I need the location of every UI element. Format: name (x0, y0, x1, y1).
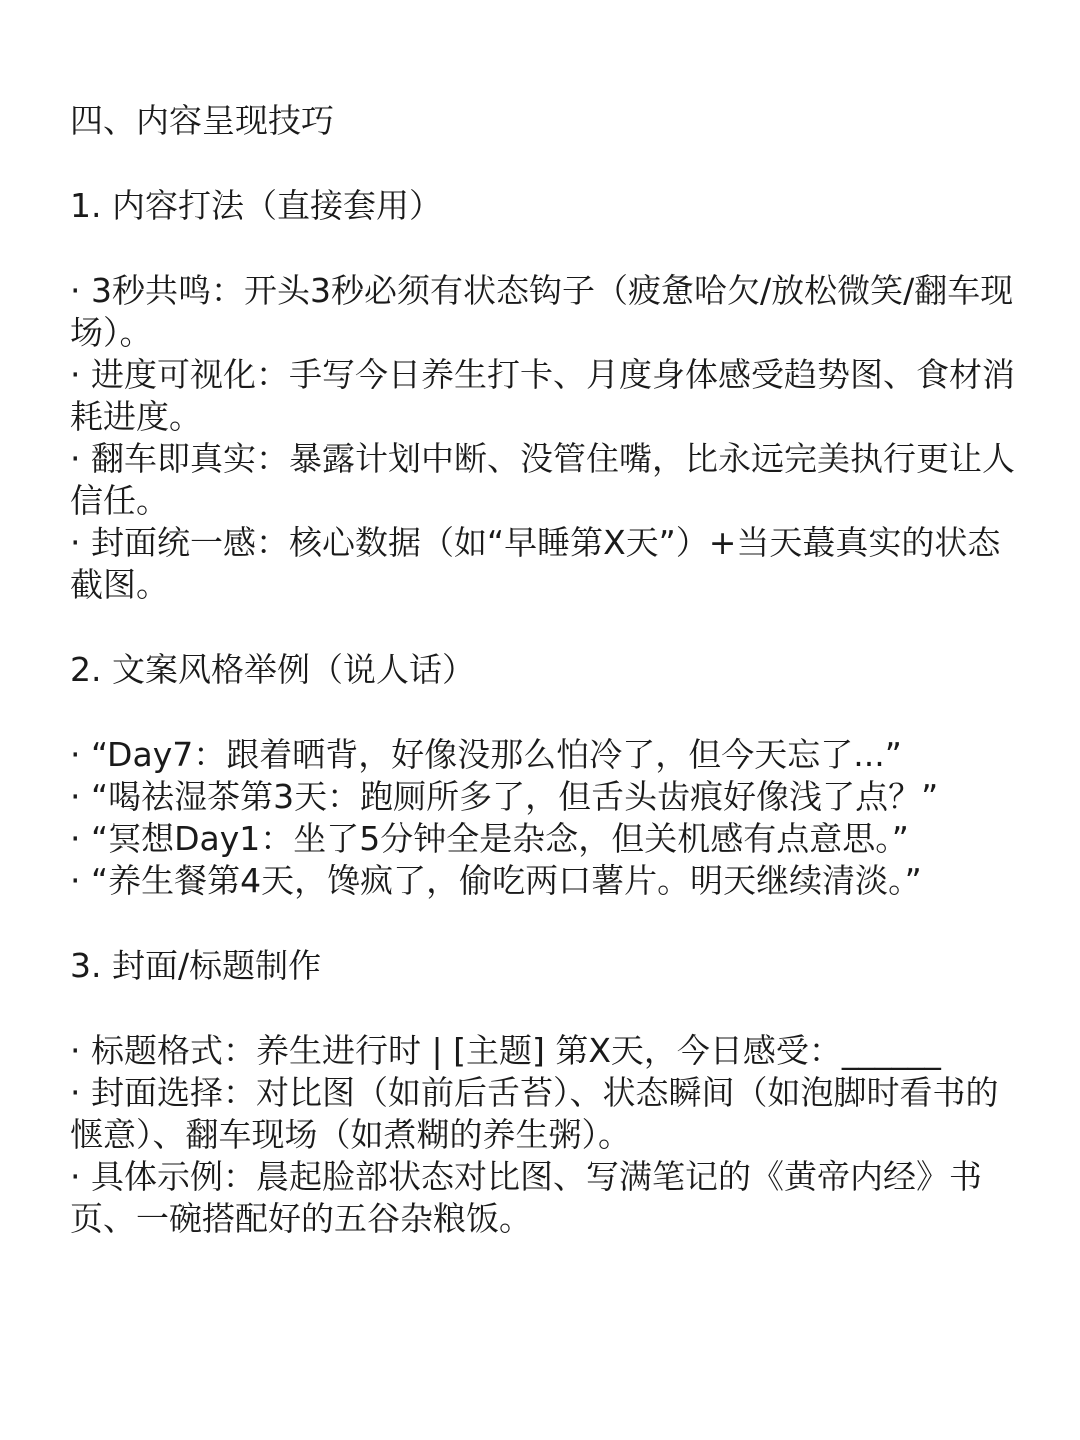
list-item: · “养生餐第4天，馋疯了，偷吃两口薯片。明天继续清淡。” (70, 861, 922, 900)
list-item: · “Day7：跟着晒背，好像没那么怕冷了，但今天忘了...” (70, 735, 902, 774)
list-item: · 进度可视化：手写今日养生打卡、月度身体感受趋势图、食材消耗进度。 (70, 355, 1015, 436)
list-item: · 具体示例：晨起脸部状态对比图、写满笔记的《黄帝内经》书页、一碗搭配好的五谷杂粮饭。 (70, 1157, 982, 1238)
section-heading-content-strategy: 1. 内容打法（直接套用） (70, 186, 442, 225)
copy-examples-list (70, 734, 1020, 902)
document-page (70, 100, 1020, 1283)
list-item: · “喝祛湿茶第3天：跑厕所多了，但舌头齿痕好像浅了点？” (70, 777, 939, 816)
cover-title-list (70, 1030, 1020, 1240)
list-item: · 标题格式：养生进行时 | [主题] 第X天，今日感受：______ (70, 1031, 941, 1070)
section-heading-copy-examples: 2. 文案风格举例（说人话） (70, 650, 475, 689)
list-item: · “冥想Day1：坐了5分钟全是杂念，但关机感有点意思。” (70, 819, 909, 858)
list-item: · 封面统一感：核心数据（如“早睡第X天”）+当天蕞真实的状态截图。 (70, 523, 1001, 604)
list-item: · 3秒共鸣：开头3秒必须有状态钩子（疲惫哈欠/放松微笑/翻车现场）。 (70, 271, 1014, 352)
list-item: · 翻车即真实：暴露计划中断、没管住嘴，比永远完美执行更让人信任。 (70, 439, 1015, 520)
document-title: 四、内容呈现技巧 (70, 101, 334, 140)
list-item: · 封面选择：对比图（如前后舌苔）、状态瞬间（如泡脚时看书的惬意）、翻车现场（如煮糊的养生粥）。 (70, 1073, 999, 1154)
content-strategy-list (70, 270, 1020, 606)
section-heading-cover-title: 3. 封面/标题制作 (70, 946, 322, 985)
